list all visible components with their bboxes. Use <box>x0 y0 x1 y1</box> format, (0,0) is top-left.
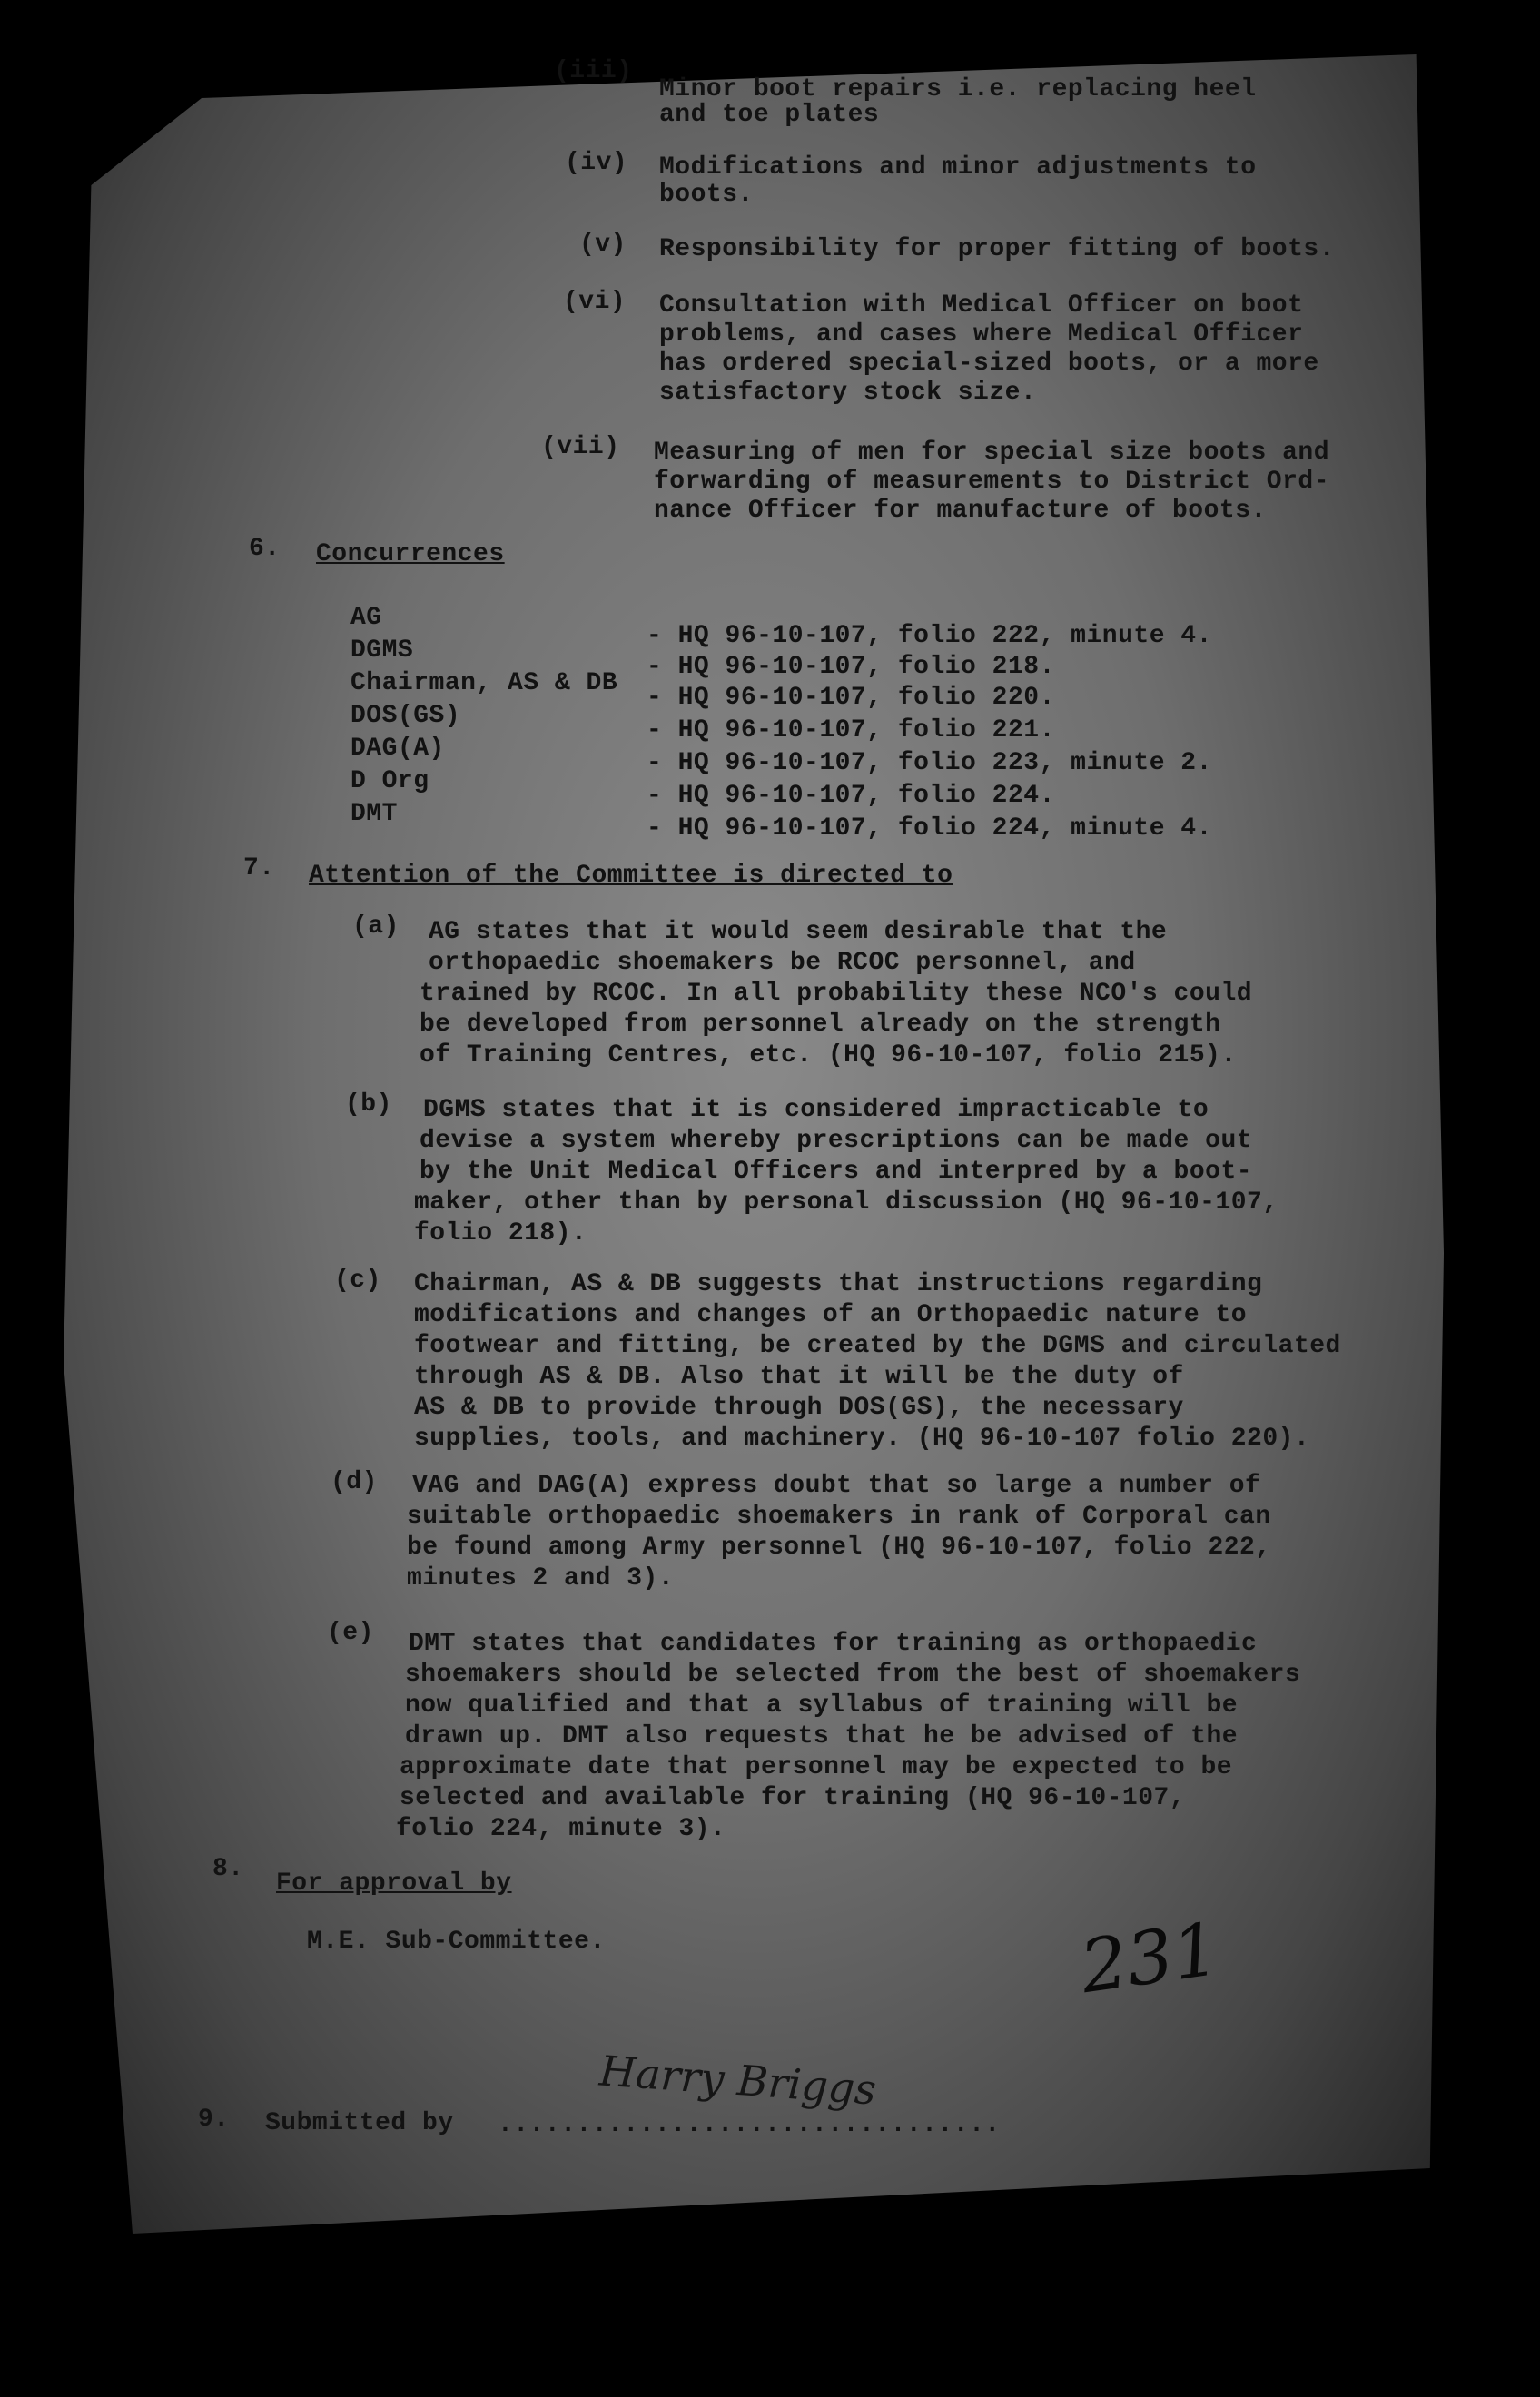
submitted-by-label: Submitted by <box>265 2109 454 2137</box>
item-e-line: now qualified and that a syllabus of training will be <box>405 1692 1239 1720</box>
item-vi-line: problems, and cases where Medical Officer <box>659 321 1304 349</box>
section-6-heading: Concurrences <box>316 540 505 568</box>
concurrence-who: Chairman, AS & DB <box>350 669 618 697</box>
item-iv-line: Modifications and minor adjustments to <box>659 153 1257 182</box>
section-6-number: 6. <box>249 535 281 563</box>
item-vii-line: nance Officer for manufacture of boots. <box>654 497 1267 525</box>
item-vii-line: Measuring of men for special size boots and <box>654 439 1330 467</box>
concurrence-who: AG <box>350 604 382 632</box>
item-a-label: (a) <box>352 912 400 941</box>
item-e-line: shoemakers should be selected from the best of shoemakers <box>405 1661 1301 1689</box>
item-c-line: Chairman, AS & DB suggests that instructions regarding <box>414 1270 1263 1298</box>
item-iii-line: Minor boot repairs i.e. replacing heel <box>659 75 1257 104</box>
item-iii-line: and toe plates <box>659 101 880 129</box>
item-b-line: devise a system whereby prescriptions can be made out <box>420 1127 1253 1155</box>
section-7-heading: Attention of the Committee is directed to <box>309 862 953 890</box>
item-b-label: (b) <box>345 1090 392 1119</box>
concurrence-who: D Org <box>350 767 429 795</box>
item-c-line: supplies, tools, and machinery. (HQ 96-10-107 folio 220). <box>414 1425 1310 1453</box>
signature: Harry Briggs <box>597 2046 878 2115</box>
concurrence-ref: - HQ 96-10-107, folio 224. <box>647 782 1055 810</box>
item-v-number: (v) <box>579 231 627 259</box>
item-a-line: orthopaedic shoemakers be RCOC personnel, and <box>429 949 1136 977</box>
signature-dotted-line: ................................ <box>498 2111 1001 2139</box>
item-a-line: trained by RCOC. In all probability these NCO's could <box>420 980 1253 1008</box>
item-iv-number: (iv) <box>565 149 628 177</box>
section-8-heading: For approval by <box>276 1869 512 1898</box>
item-d-line: minutes 2 and 3). <box>407 1564 675 1593</box>
item-iv-line: boots. <box>659 181 754 209</box>
concurrence-ref: - HQ 96-10-107, folio 220. <box>647 684 1055 712</box>
item-vi-line: satisfactory stock size. <box>659 379 1037 407</box>
item-c-line: modifications and changes of an Orthopaedic nature to <box>414 1301 1248 1329</box>
item-a-line: be developed from personnel already on the strength <box>420 1011 1221 1039</box>
item-vii-line: forwarding of measurements to District Ord- <box>654 468 1330 496</box>
item-vi-line: Consultation with Medical Officer on boot <box>659 291 1304 320</box>
item-e-line: DMT states that candidates for training as orthopaedic <box>409 1630 1258 1658</box>
item-d-line: suitable orthopaedic shoemakers in rank of Corporal can <box>407 1503 1271 1531</box>
concurrence-ref: - HQ 96-10-107, folio 223, minute 2. <box>647 749 1212 777</box>
item-e-label: (e) <box>327 1619 374 1647</box>
concurrence-who: DOS(GS) <box>350 702 461 730</box>
concurrence-ref: - HQ 96-10-107, folio 224, minute 4. <box>647 814 1212 843</box>
item-c-line: through AS & DB. Also that it will be the duty of <box>414 1363 1184 1391</box>
item-e-line: approximate date that personnel may be expected to be <box>400 1753 1233 1781</box>
item-d-label: (d) <box>331 1468 378 1496</box>
item-a-line: AG states that it would seem desirable that the <box>429 918 1168 946</box>
item-a-line: of Training Centres, etc. (HQ 96-10-107, folio 215). <box>420 1041 1237 1070</box>
item-b-line: folio 218). <box>414 1219 587 1248</box>
concurrence-ref: - HQ 96-10-107, folio 218. <box>647 653 1055 681</box>
item-e-line: selected and available for training (HQ 96-10-107, <box>400 1784 1186 1812</box>
concurrence-ref: - HQ 96-10-107, folio 221. <box>647 716 1055 745</box>
approval-body: M.E. Sub-Committee. <box>307 1928 606 1956</box>
item-iii-number: (iii) <box>554 57 633 85</box>
item-vii-number: (vii) <box>541 433 620 461</box>
item-e-line: drawn up. DMT also requests that he be advised of the <box>405 1722 1239 1751</box>
item-c-line: AS & DB to provide through DOS(GS), the necessary <box>414 1394 1184 1422</box>
item-d-line: be found among Army personnel (HQ 96-10-107, folio 222, <box>407 1534 1271 1562</box>
item-b-line: DGMS states that it is considered impracticable to <box>423 1096 1209 1124</box>
section-7-number: 7. <box>243 854 275 883</box>
item-d-line: VAG and DAG(A) express doubt that so large a number of <box>412 1472 1261 1500</box>
item-c-line: footwear and fitting, be created by the DGMS and circulated <box>414 1332 1341 1360</box>
section-8-number: 8. <box>212 1855 244 1883</box>
folio-number-handwritten: 231 <box>1075 1906 1225 2010</box>
item-b-line: maker, other than by personal discussion (HQ 96-10-107, <box>414 1189 1278 1217</box>
item-e-line: folio 224, minute 3). <box>396 1815 726 1843</box>
item-b-line: by the Unit Medical Officers and interpred by a boot- <box>420 1158 1253 1186</box>
concurrence-who: DAG(A) <box>350 735 445 763</box>
section-9-number: 9. <box>198 2106 230 2134</box>
item-c-label: (c) <box>334 1267 381 1295</box>
concurrence-ref: - HQ 96-10-107, folio 222, minute 4. <box>647 622 1212 650</box>
item-v-line: Responsibility for proper fitting of boots. <box>659 235 1336 263</box>
item-vi-number: (vi) <box>563 288 627 316</box>
concurrence-who: DMT <box>350 800 398 828</box>
item-vi-line: has ordered special-sized boots, or a more <box>659 350 1319 378</box>
concurrence-who: DGMS <box>350 636 414 665</box>
